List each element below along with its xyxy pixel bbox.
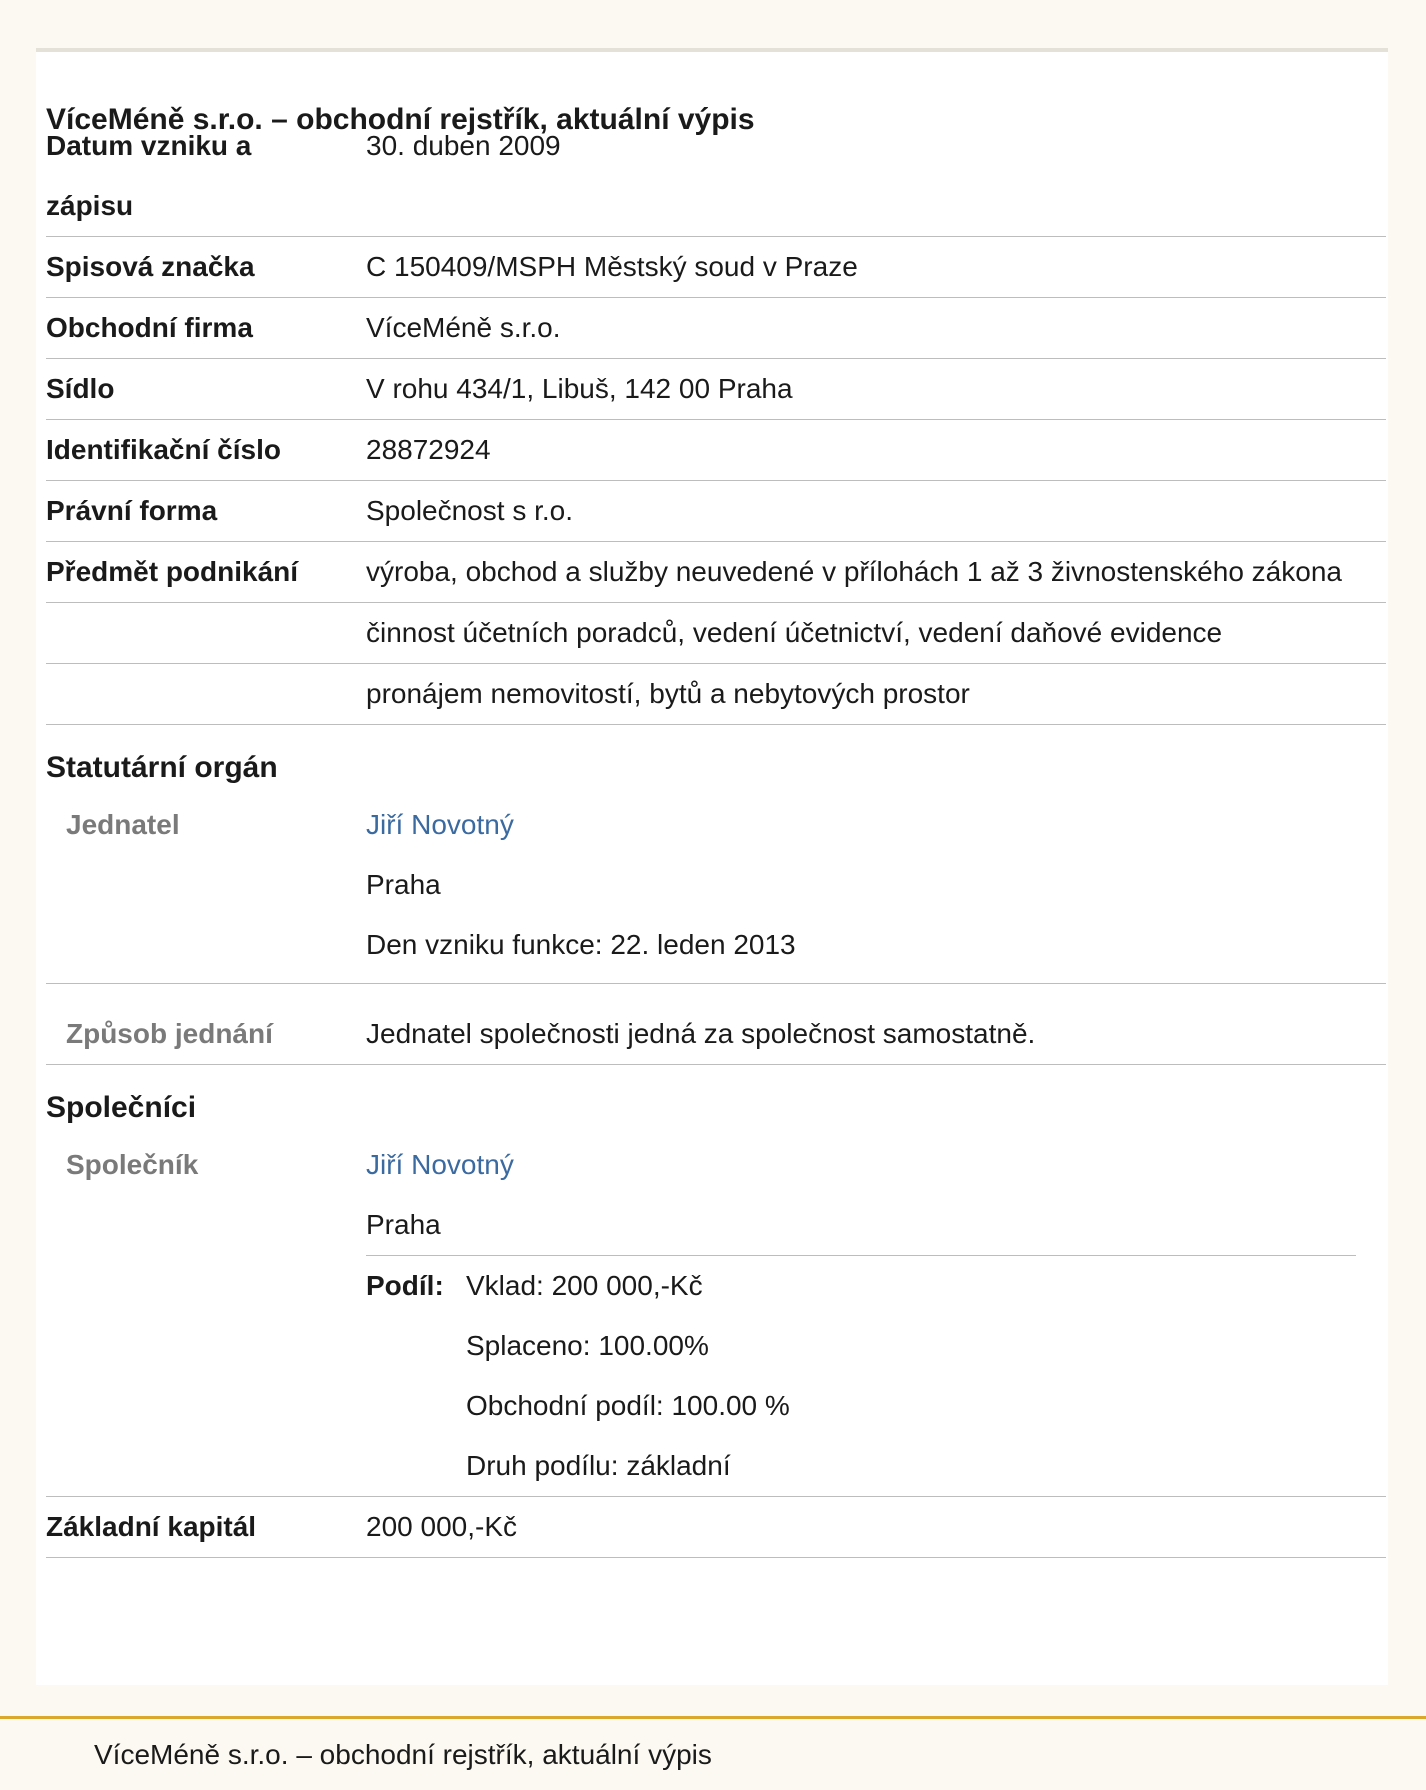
row-label: Základní kapitál	[46, 1511, 257, 1542]
share-details	[466, 1256, 790, 1496]
row-zakladni-kapital	[46, 1497, 1386, 1558]
row-predmet-podnikani-2	[46, 603, 1386, 664]
row-predmet-podnikani	[46, 542, 1386, 603]
row-jednatel	[46, 795, 1386, 984]
row-label: Identifikační číslo	[46, 434, 281, 465]
row-value: C 150409/MSPH Městský soud v Praze	[366, 251, 858, 282]
row-label: Spisová značka	[46, 251, 255, 282]
row-value: činnost účetních poradců, vedení účetnictví, vedení daňové evidence	[366, 617, 1223, 648]
share-line-druh-podilu: Druh podílu: základní	[466, 1450, 731, 1481]
row-label: Obchodní firma	[46, 312, 253, 343]
person-link[interactable]: Jiří Novotný	[366, 809, 514, 840]
row-label: Právní forma	[46, 495, 218, 526]
section-title-spolecnici: Společníci	[46, 1091, 197, 1124]
row-identifikacni-cislo	[46, 420, 1386, 481]
row-obchodni-firma	[46, 298, 1386, 359]
share-block	[366, 1255, 1356, 1496]
row-zpusob-jednani	[46, 984, 1386, 1065]
row-label: Předmět podnikání	[46, 556, 299, 587]
person-city: Praha	[366, 1209, 441, 1240]
person-link[interactable]: Jiří Novotný	[366, 1149, 514, 1180]
row-label: Způsob jednání	[66, 1018, 273, 1049]
footer-divider	[0, 1716, 1426, 1719]
row-value: výroba, obchod a služby neuvedené v přílohách 1 až 3 živnostenského zákona	[366, 556, 1342, 587]
page-title: VíceMéně s.r.o. – obchodní rejstřík, aktuální výpis	[46, 103, 755, 136]
register-extract-card	[36, 52, 1388, 1685]
row-value: Jednatel společnosti jedná za společnost samostatně.	[366, 1018, 1036, 1049]
row-label-empty	[46, 664, 366, 724]
row-predmet-podnikani-3	[46, 664, 1386, 725]
row-spolecnik	[46, 1135, 1386, 1497]
row-label	[46, 116, 366, 236]
footer-title: VíceMéně s.r.o. – obchodní rejstřík, aktuální výpis	[94, 1739, 712, 1770]
row-datum-vzniku	[46, 116, 1386, 237]
section-title-statutarni-organ: Statutární orgán	[46, 751, 278, 784]
row-value	[366, 1135, 1386, 1496]
share-line-splaceno: Splaceno: 100.00%	[466, 1330, 709, 1361]
row-pravni-forma	[46, 481, 1386, 542]
share-line-obchodni-podil: Obchodní podíl: 100.00 %	[466, 1390, 790, 1421]
row-value: V rohu 434/1, Libuš, 142 00 Praha	[366, 373, 793, 404]
row-label: Společník	[66, 1149, 199, 1180]
share-label: Podíl:	[366, 1270, 444, 1301]
function-start-date: Den vzniku funkce: 22. leden 2013	[366, 929, 796, 960]
row-label: Sídlo	[46, 373, 115, 404]
row-sidlo	[46, 359, 1386, 420]
share-line-vklad: Vklad: 200 000,-Kč	[466, 1270, 703, 1301]
row-value: 28872924	[366, 434, 491, 465]
row-spisova-znacka	[46, 237, 1386, 298]
row-label: Jednatel	[66, 809, 180, 840]
row-value: 30. duben 2009	[366, 130, 561, 161]
row-value	[366, 795, 1386, 983]
row-value: VíceMéně s.r.o.	[366, 312, 561, 343]
row-value: pronájem nemovitostí, bytů a nebytových prostor	[366, 678, 970, 709]
person-city: Praha	[366, 869, 441, 900]
row-value: Společnost s r.o.	[366, 495, 574, 526]
row-label-empty	[46, 603, 366, 663]
row-label-text: Datum vzniku a zápisu	[46, 130, 252, 221]
row-value: 200 000,-Kč	[366, 1511, 517, 1542]
register-extract-content	[46, 52, 1386, 1558]
